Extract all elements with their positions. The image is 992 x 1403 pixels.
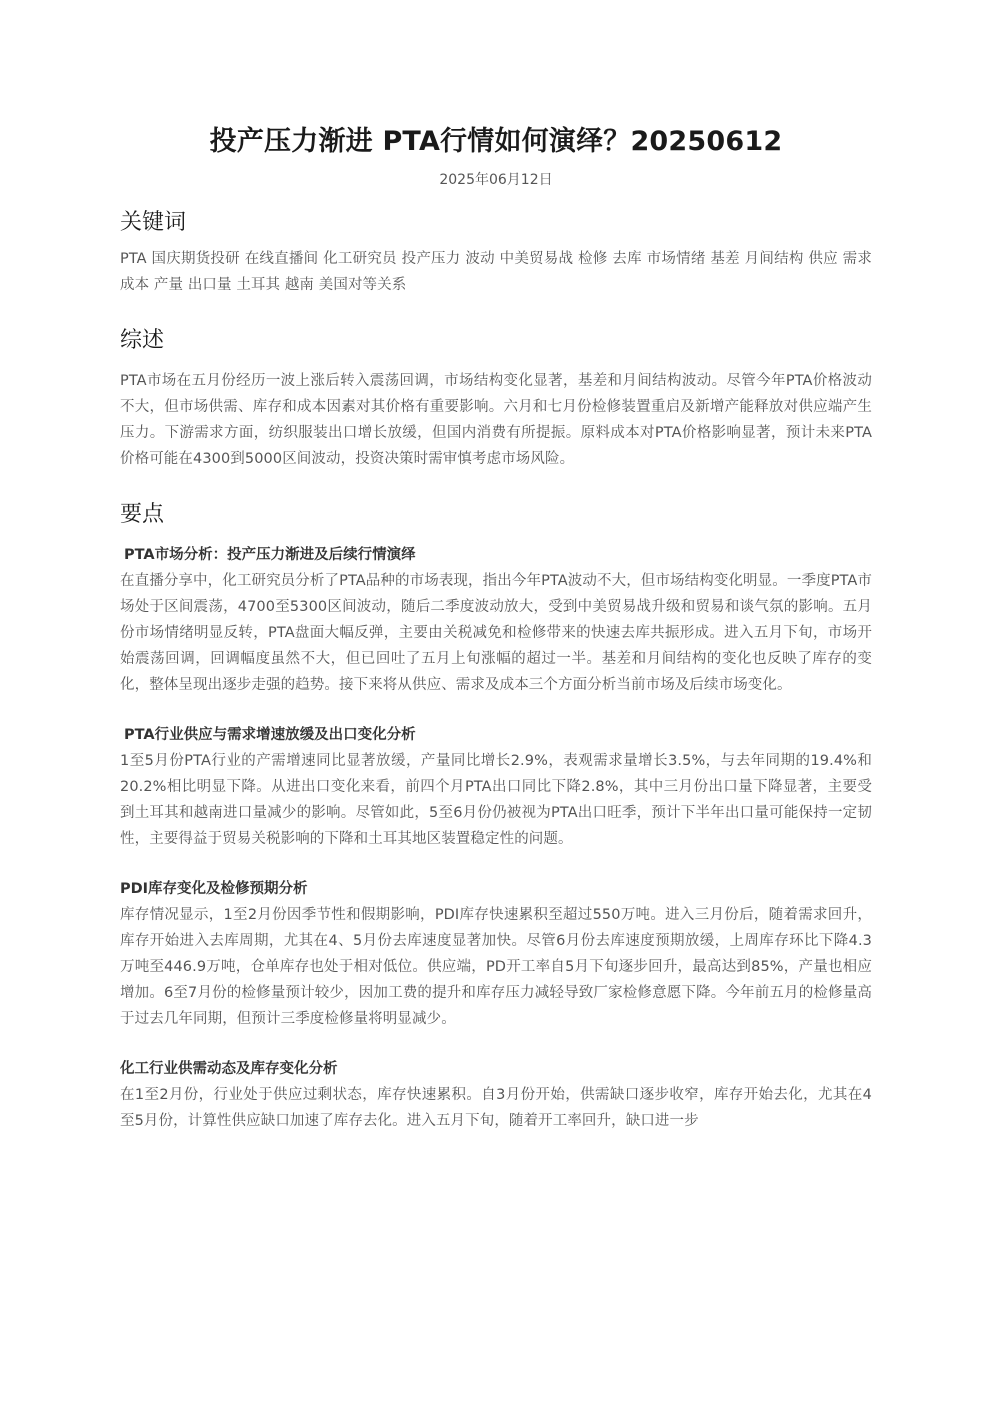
- document-date: 2025年06月12日: [439, 172, 553, 188]
- key-points-heading: 要点: [120, 502, 165, 527]
- key-point-text: 库存情况显示，1至2月份因季节性和假期影响，PDI库存快速累积至超过550万吨。进入三月份后，随着需求回升，库存开始进入去库周期，尤其在4、5月份去库速度显著加快。尽管6月份去库速度预期放缓，上周库存环比下降4.3万吨至446.9万吨，仓单库存也处于相对低位。供应端，PD开工率自5月下旬逐步回升，最高达到85%，产量也相应增加。6至7月份的检修量预计较少，因加工费的提升和库存压力减轻导致厂家检修意愿下降。今年前五月的检修量高于过去几年同期，但预计三季度检修量将明显减少。: [120, 907, 872, 1027]
- document-title: 投产压力渐进 PTA行情如何演绎？20250612: [209, 126, 783, 157]
- summary-heading: 综述: [120, 328, 165, 353]
- keywords-heading: 关键词: [120, 210, 187, 235]
- key-point: [120, 1056, 872, 1134]
- key-point-title: PDI库存变化及检修预期分析: [120, 881, 308, 897]
- key-point-title: PTA市场分析：投产压力渐进及后续行情演绎: [124, 547, 416, 563]
- keywords-text: PTA 国庆期货投研 在线直播间 化工研究员 投产压力 波动 中美贸易战 检修 去库 市场情绪 基差 月间结构 供应 需求 成本 产量 出口量 土耳其 越南 美国对等关系: [120, 251, 872, 293]
- key-point: [120, 542, 872, 698]
- key-point-text: 1至5月份PTA行业的产需增速同比显著放缓，产量同比增长2.9%，表观需求量增长3.5%，与去年同期的19.4%和20.2%相比明显下降。从进出口变化来看，前四个月PTA出口同比下降2.8%，其中三月份出口量下降显著，主要受到土耳其和越南进口量减少的影响。尽管如此，5至6月份仍被视为PTA出口旺季，预计下半年出口量可能保持一定韧性，主要得益于贸易关税影响的下降和土耳其地区装置稳定性的问题。: [120, 753, 872, 847]
- key-point-title: PTA行业供应与需求增速放缓及出口变化分析: [124, 727, 416, 743]
- key-point-text: 在直播分享中，化工研究员分析了PTA品种的市场表现，指出今年PTA波动不大，但市场结构变化明显。一季度PTA市场处于区间震荡，4700至5300区间波动，随后二季度波动放大，受到中美贸易战升级和贸易和谈气氛的影响。五月份市场情绪明显反转，PTA盘面大幅反弹，主要由关税减免和检修带来的快速去库共振形成。进入五月下旬，市场开始震荡回调，回调幅度虽然不大，但已回吐了五月上旬涨幅的超过一半。基差和月间结构的变化也反映了库存的变化，整体呈现出逐步走强的趋势。接下来将从供应、需求及成本三个方面分析当前市场及后续市场变化。: [120, 573, 872, 693]
- key-point-title: 化工行业供需动态及库存变化分析: [120, 1061, 338, 1077]
- key-point: [120, 722, 872, 852]
- key-point-text: 在1至2月份，行业处于供应过剩状态，库存快速累积。自3月份开始，供需缺口逐步收窄，库存开始去化，尤其在4至5月份，计算性供应缺口加速了库存去化。进入五月下旬，随着开工率回升，缺口进一步: [120, 1087, 872, 1129]
- summary-text: PTA市场在五月份经历一波上涨后转入震荡回调，市场结构变化显著，基差和月间结构波动。尽管今年PTA价格波动不大，但市场供需、库存和成本因素对其价格有重要影响。六月和七月份检修装置重启及新增产能释放对供应端产生压力。下游需求方面，纺织服装出口增长放缓，但国内消费有所提振。原料成本对PTA价格影响显著，预计未来PTA价格可能在4300到5000区间波动，投资决策时需审慎考虑市场风险。: [120, 373, 872, 467]
- key-point: [120, 876, 872, 1032]
- key-points-list: [120, 542, 872, 1134]
